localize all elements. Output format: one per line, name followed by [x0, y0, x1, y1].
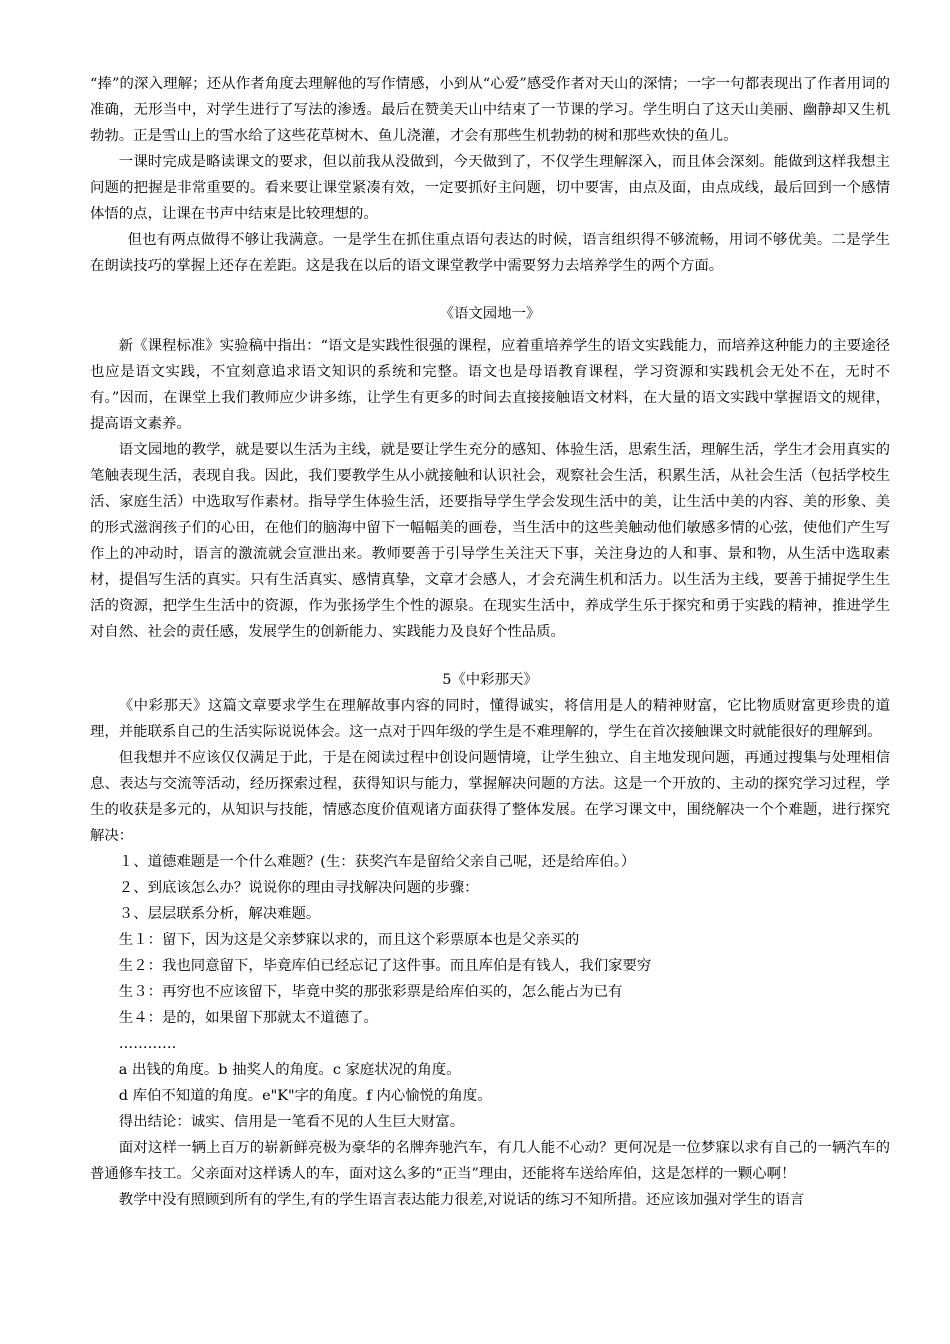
student-response: 生３：再穷也不应该留下，毕竟中奖的那张彩票是给库伯买的，怎么能占为已有 — [118, 984, 623, 1000]
conclusion: 得出结论：诚实、信用是一笔看不见的人生巨大财富。 — [118, 1114, 465, 1130]
paragraph: 但我想并不应该仅仅满足于此，于是在阅读过程中创设问题情境，让学生独立、自主地发现问题，再通过搜集与处理相信息、表达与交流等活动，经历探索过程，获得知识与能力，掌握解决问题的方法。这是一个开放的、主动的探究学习过程，学生的收获是多元的，从知识与技能，情感态度价值观诸方面获得了整体发展。在学习课文中，围绕解决一个个难题，进行探究解决： — [90, 750, 890, 844]
paragraph: 教学中没有照顾到所有的学生,有的学生语言表达能力很差,对说话的练习不知所措。还应该加强对学生的语言 — [118, 1192, 805, 1208]
student-response: 生４：是的，如果留下那就太不道德了。 — [118, 1010, 378, 1026]
student-response: 生１：留下，因为这是父亲梦寐以求的，而且这个彩票原本也是父亲买的 — [118, 932, 580, 948]
paragraph: 新《课程标准》实验稿中指出：“语文是实践性很强的课程，应着重培养学生的语文实践能力，而培养这种能力的主要途径也应是语文实践，不宜刻意追求语文知识的系统和完整。语文也是母语教育课程，学习资源和实践机会无处不在，无时不有。”因而，在课堂上我们教师应少讲多练，让学生有更多的时间去直接接触语文材料，在大量的语文实践中掌握语文的规律，提高语文素养。 — [90, 338, 890, 432]
paragraph: 面对这样一辆上百万的崭新鲜亮极为豪华的名牌奔驰汽车，有几人能不心动？更何况是一位梦寐以求有自己的一辆汽车的普通修车技工。父亲面对这样诱人的车，面对这么多的“正当”理由，还能将车送给库伯，这是怎样的一颗心啊！ — [90, 1140, 890, 1182]
paragraph: 但也有两点做得不够让我满意。一是学生在抓住重点语句表达的时候，语言组织得不够流畅，用词不够优美。二是学生在朗读技巧的掌握上还存在差距。这是我在以后的语文课堂教学中需要努力去培养学生的两个方面。 — [90, 232, 890, 274]
angle-list: a 出钱的角度。b 抽奖人的角度。c 家庭状况的角度。 — [118, 1062, 461, 1078]
section-title: 5《中彩那天》 — [442, 672, 538, 688]
section-title: 《语文园地一》 — [439, 306, 541, 322]
document-page — [90, 71, 890, 1213]
ellipsis: ………… — [118, 1036, 177, 1052]
paragraph: 《中彩那天》这篇文章要求学生在理解故事内容的同时，懂得诚实，将信用是人的精神财富，它比物质财富更珍贵的道理，并能联系自己的生活实际说说体会。这一点对于四年级的学生是不难理解的，学生在首次接触课文时就能很好的理解到。 — [90, 698, 890, 740]
step-item: ３、层层联系分析，解决难题。 — [118, 906, 321, 922]
step-item: １、道德难题是一个什么难题？(生：获奖汽车是留给父亲自己呢，还是给库伯。） — [118, 854, 636, 870]
student-response: 生２：我也同意留下，毕竟库伯已经忘记了这件事。而且库伯是有钱人，我们家要穷 — [118, 958, 652, 974]
paragraph: “捧”的深入理解；还从作者角度去理解他的写作情感，小到从“心爱”感受作者对天山的深情；一字一句都表现出了作者用词的准确，无形当中，对学生进行了写法的渗透。最后在赞美天山中结束了一节课的学习。学生明白了这天山美丽、幽静却又生机勃勃。正是雪山上的雪水给了这些花草树木、鱼儿浇灌，才会有那些生机勃勃的树和那些欢快的鱼儿。 — [90, 76, 890, 144]
paragraph: 语文园地的教学，就是要以生活为主线，就是要让学生充分的感知、体验生活，思索生活，理解生活，学生才会用真实的笔触表现生活，表现自我。因此，我们要教学生从小就接触和认识社会，观察社会生活，积累生活，从社会生活（包括学校生活、家庭生活）中选取写作素材。指导学生体验生活，还要指导学生学会发现生活中的美，让生活中美的内容、美的形象、美的形式滋润孩子们的心田，在他们的脑海中留下一幅幅美的画卷，当生活中的这些美触动他们敏感多情的心弦，使他们产生写作上的冲动时，语言的激流就会宣泄出来。教师要善于引导学生关注天下事，关注身边的人和事、景和物，从生活中选取素材，提倡写生活的真实。只有生活真实、感情真挚，文章才会感人，才会充满生机和活力。以生活为主线，要善于捕捉学生生活的资源，把学生生活中的资源，作为张扬学生个性的源泉。在现实生活中，养成学生乐于探究和勇于实践的精神，推进学生对自然、社会的责任感，发展学生的创新能力、实践能力及良好个性品质。 — [90, 442, 890, 640]
paragraph: 一课时完成是略读课文的要求，但以前我从没做到，今天做到了，不仅学生理解深入，而且体会深刻。能做到这样我想主问题的把握是非常重要的。看来要让课堂紧凑有效，一定要抓好主问题，切中要害，由点及面，由点成线，最后回到一个感情体悟的点，让课在书声中结束是比较理想的。 — [90, 154, 890, 222]
angle-list: d 库伯不知道的角度。e"K"字的角度。f 内心愉悦的角度。 — [118, 1088, 492, 1104]
step-item: ２、到底该怎么办？说说你的理由寻找解决问题的步骤： — [118, 880, 479, 896]
